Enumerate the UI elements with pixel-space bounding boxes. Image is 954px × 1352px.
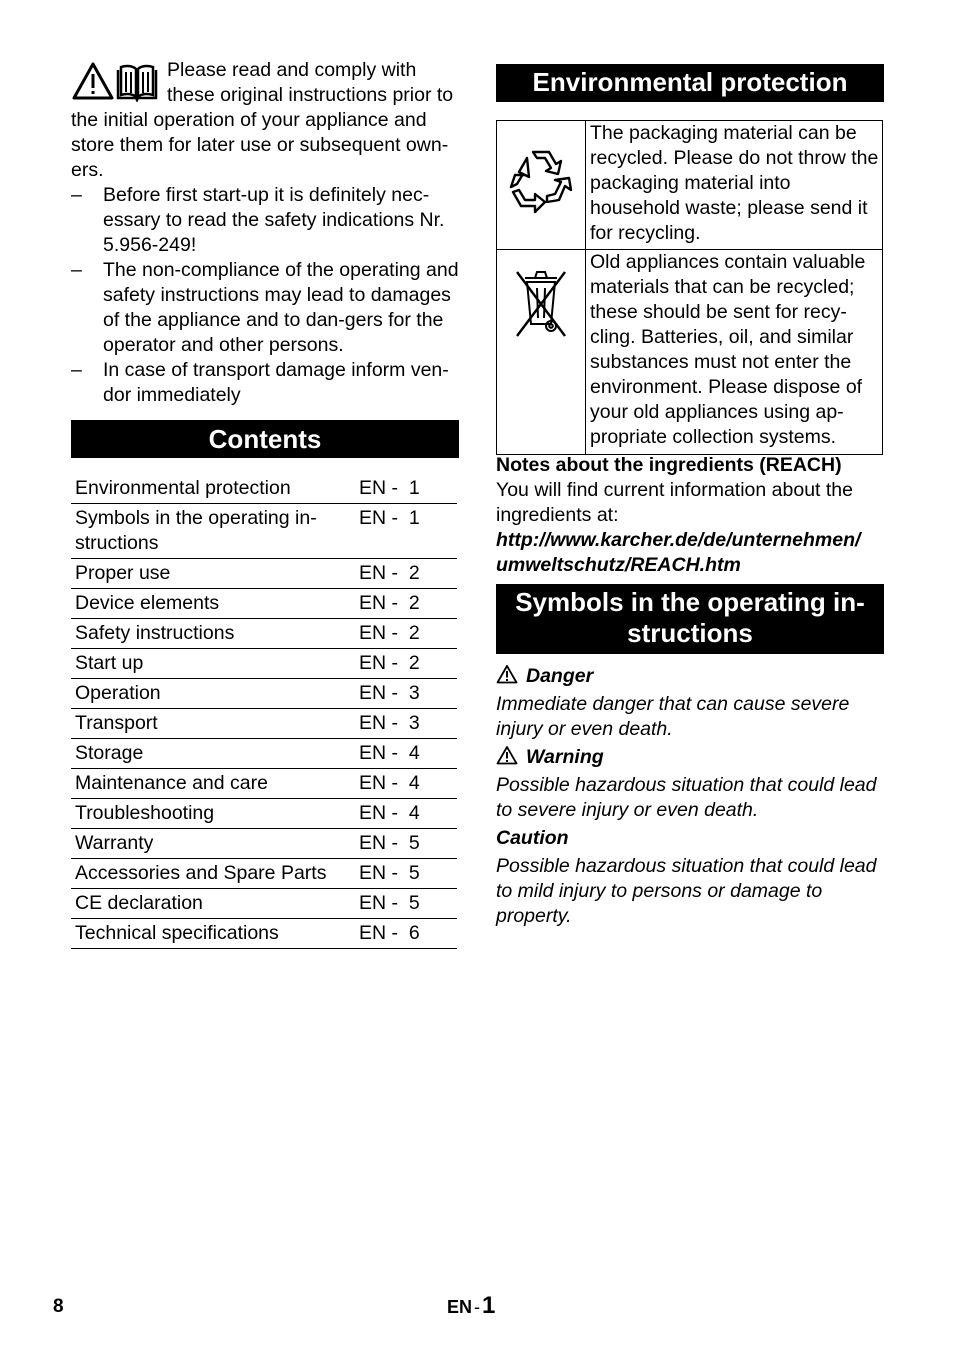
- footer-section-page: 1: [482, 1292, 496, 1319]
- toc-label[interactable]: Technical specifications: [71, 919, 355, 949]
- intro-block: [71, 58, 459, 408]
- contents-heading: Contents: [71, 420, 459, 458]
- reach-url-line2[interactable]: umweltschutz/REACH.htm: [496, 554, 741, 576]
- toc-label[interactable]: CE declaration: [71, 889, 355, 919]
- dash-bullet: –: [71, 184, 82, 206]
- toc-row[interactable]: [71, 474, 457, 504]
- toc-label[interactable]: Proper use: [71, 559, 355, 589]
- toc-row[interactable]: [71, 739, 457, 769]
- dash-bullet: –: [71, 359, 82, 381]
- toc-label[interactable]: Accessories and Spare Parts: [71, 859, 355, 889]
- toc-row[interactable]: [71, 709, 457, 739]
- caution-label: Caution: [496, 827, 569, 849]
- reach-heading: Notes about the ingredients (REACH): [496, 454, 842, 476]
- danger-triangle-icon: [496, 664, 518, 684]
- intro-text: Please read and comply with these original instructions prior to the initial operation of your appliance and store them for later use or subsequent own-ers.: [71, 59, 454, 181]
- toc-page: EN - 4: [355, 739, 457, 769]
- toc-label[interactable]: Transport: [71, 709, 355, 739]
- toc-label[interactable]: Device elements: [71, 589, 355, 619]
- toc-row[interactable]: [71, 829, 457, 859]
- list-item-text: In case of transport damage inform ven-dor immediately: [103, 359, 449, 406]
- toc-page: EN - 2: [355, 559, 457, 589]
- toc-page: EN - 3: [355, 709, 457, 739]
- danger-text: Immediate danger that can cause severe injury or even death.: [496, 693, 850, 740]
- toc-row[interactable]: [71, 889, 457, 919]
- caution-text: Possible hazardous situation that could lead to mild injury to persons or damage to property.: [496, 855, 877, 927]
- toc-row[interactable]: [71, 769, 457, 799]
- recycle-cell: [497, 121, 586, 250]
- intro-list: [71, 183, 459, 408]
- symbols-heading: [496, 584, 884, 654]
- page-number: 8: [53, 1296, 64, 1317]
- reach-text: You will find current information about the ingredients at:: [496, 479, 853, 526]
- symbols-heading-line2: structions: [627, 618, 753, 648]
- environment-row: [497, 121, 883, 250]
- toc-row[interactable]: [71, 589, 457, 619]
- danger-label: Danger: [526, 665, 594, 687]
- environmental-heading: Environmental protection: [496, 64, 884, 102]
- toc-label[interactable]: Warranty: [71, 829, 355, 859]
- reach-url-line1[interactable]: http://www.karcher.de/de/unternehmen/: [496, 529, 861, 551]
- toc-page: EN - 4: [355, 769, 457, 799]
- toc-page: EN - 5: [355, 829, 457, 859]
- recycle-icon: [503, 144, 579, 220]
- contents-table: [71, 474, 457, 949]
- warning-text: Possible hazardous situation that could lead to severe injury or even death.: [496, 774, 877, 821]
- toc-label[interactable]: Safety instructions: [71, 619, 355, 649]
- toc-page: EN - 1: [355, 474, 457, 504]
- toc-label[interactable]: Start up: [71, 649, 355, 679]
- toc-row[interactable]: [71, 859, 457, 889]
- toc-row[interactable]: [71, 679, 457, 709]
- environment-table: [496, 120, 883, 455]
- warning-label: Warning: [526, 746, 604, 768]
- toc-page: EN - 2: [355, 589, 457, 619]
- crossed-bin-icon: [511, 264, 571, 340]
- danger-heading: [496, 664, 884, 689]
- list-item: [71, 358, 459, 408]
- manual-book-icon: [115, 64, 159, 102]
- toc-label[interactable]: Storage: [71, 739, 355, 769]
- section-page-label: [447, 1292, 495, 1320]
- warning-triangle-icon: [496, 745, 518, 765]
- list-item-text: The non-compliance of the operating and safety instructions may lead to damages of the appliance and to dan-gers for the operator and other persons.: [103, 259, 459, 356]
- toc-label[interactable]: Operation: [71, 679, 355, 709]
- old-appliances-text: Old appliances contain valuable materials that can be recycled; these should be sent for recy-cling. Batteries, oil, and similar substances must not enter the environment. Please dispose of your old appliances using ap-propriate collection systems.: [586, 250, 883, 455]
- toc-page: EN - 2: [355, 649, 457, 679]
- toc-row[interactable]: [71, 619, 457, 649]
- toc-page: EN - 5: [355, 859, 457, 889]
- dash-bullet: –: [71, 259, 82, 281]
- toc-page: EN - 1: [355, 504, 457, 559]
- packaging-text: The packaging material can be recycled. Please do not throw the packaging material into household waste; please send it for recycling.: [586, 121, 883, 250]
- list-item: [71, 183, 459, 258]
- toc-label[interactable]: Maintenance and care: [71, 769, 355, 799]
- toc-row[interactable]: [71, 504, 457, 559]
- toc-label[interactable]: Symbols in the operating in-structions: [71, 504, 355, 559]
- warning-heading: [496, 745, 884, 770]
- reach-block: [496, 453, 884, 578]
- symbols-block: [496, 664, 884, 932]
- list-item-text: Before first start-up it is definitely nec-essary to read the safety indications Nr. 5.956-249!: [103, 184, 445, 256]
- footer-sep: -: [474, 1297, 481, 1317]
- footer-lang: EN: [447, 1297, 473, 1317]
- toc-page: EN - 5: [355, 889, 457, 919]
- toc-row[interactable]: [71, 799, 457, 829]
- weee-cell: [497, 250, 586, 455]
- environment-row: [497, 250, 883, 455]
- toc-page: EN - 6: [355, 919, 457, 949]
- toc-page: EN - 3: [355, 679, 457, 709]
- toc-page: EN - 4: [355, 799, 457, 829]
- symbols-heading-line1: Symbols in the operating in-: [515, 587, 865, 617]
- toc-page: EN - 2: [355, 619, 457, 649]
- toc-label[interactable]: Environmental protection: [71, 474, 355, 504]
- list-item: [71, 258, 459, 358]
- toc-row[interactable]: [71, 559, 457, 589]
- toc-label[interactable]: Troubleshooting: [71, 799, 355, 829]
- toc-row[interactable]: [71, 649, 457, 679]
- toc-row[interactable]: [71, 919, 457, 949]
- caution-heading: [496, 826, 884, 851]
